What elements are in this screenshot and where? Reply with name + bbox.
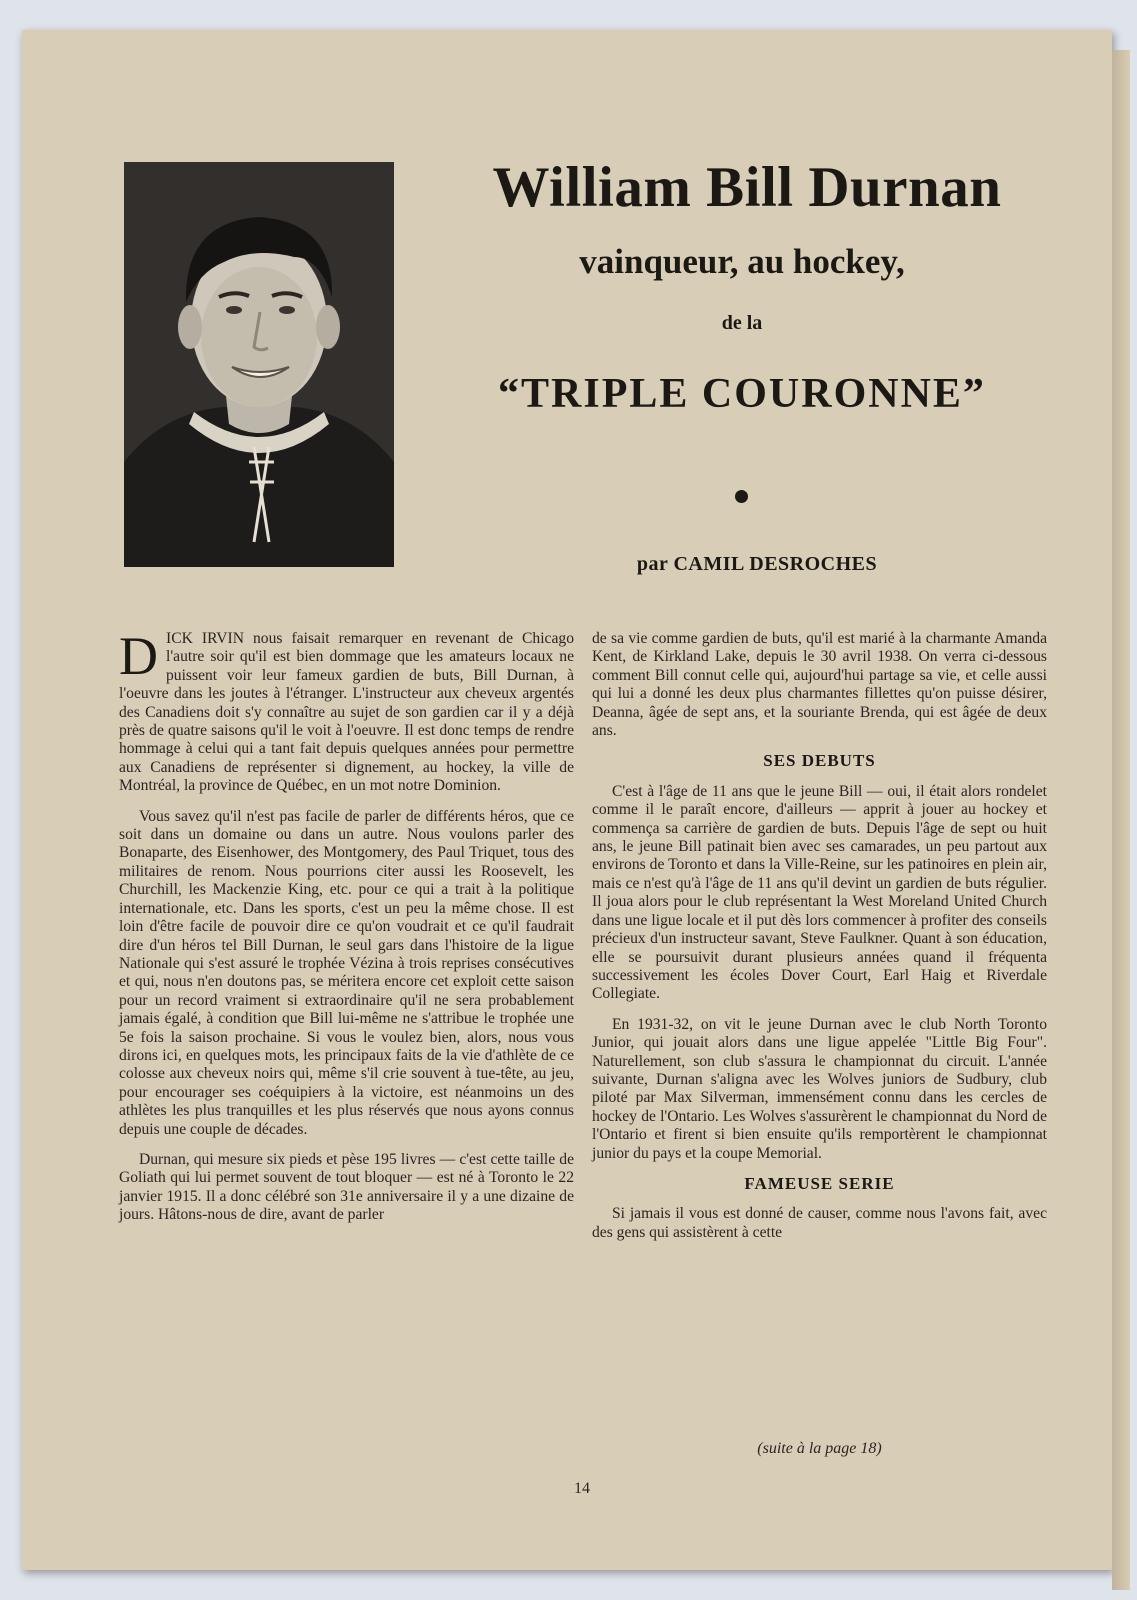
article-title: William Bill Durnan — [492, 156, 1002, 219]
paragraph: Vous savez qu'il n'est pas facile de parler de différents héros, que ce soit dans un domaine ou dans un autre. Nous voulons parler des Bonaparte, des Eisenhower, des Montgomery, des Paul Triquet, tous des militaires de renom. Nous pourrions citer aussi les Roosevelt, les Churchill, les Mackenzie King, etc. pour ce qui a trait à la politique internationale, etc. Dans les sports, c'est un peu la même chose. Il est loin d'être facile de pouvoir dire ce qu'on voudrait et ce qu'il faudrait dire d'un héros tel Bill Durnan, le seul gars dans l'histoire de la ligue Nationale qui s'est assuré le trophée Vézina à trois reprises consécutives et qui, nous n'en doutons pas, se méritera encore cet exploit cette saison pour un record vraiment si extraordinaire qu'il ne sera probablement jamais égalé, à condition que Bill lui-même ne s'attribue le trophée une 5e fois la saison prochaine. Si vous le voulez bien, alors, nous vous dirons ici, en quelques mots, les principaux faits de la vie d'athlète de ce colosse aux cheveux noirs qui, même s'il crie souvent à tue-tête, au jeu, pour encourager ses coéquipiers à la victoire, est néanmoins un des athlètes les plus tranquilles et les plus réservés que nous ayons connus depuis une couple de décades. — [119, 807, 574, 1138]
page-number: 14 — [574, 1480, 590, 1497]
page-edge — [1112, 50, 1130, 1590]
section-heading-serie: FAMEUSE SERIE — [744, 1173, 895, 1193]
triple-couronne-heading: “TRIPLE COURONNE” — [498, 371, 986, 417]
player-portrait-photo — [124, 162, 394, 567]
paragraph: C'est à l'âge de 11 ans que le jeune Bill — oui, il était alors rondelet comme il le paraît encore, d'ailleurs — apprit à jouer au hockey et commença sa carrière de gardien de buts. Depuis l'âge de sept ou huit ans, le jeune Bill patinait bien avec ses camarades, un peu partout aux environs de Toronto et dans la Ville-Reine, sur les patinoires en plein air, mais ce n'est qu'à l'âge de 11 ans qu'il devint un gardien de buts régulier. Il joua alors pour le club représentant la West Moreland United Church dans une ligue locale et il put dès lors commencer à profiter des conseils précieux d'un instructeur savant, Steve Faulkner. Quant à son éducation, elle se poursuivit durant plusieurs années quand il fréquenta successivement les écoles Dover Court, Earl Haig et Riverdale Collegiate. — [592, 782, 1047, 1003]
paragraph: de sa vie comme gardien de buts, qu'il est marié à la charmante Amanda Kent, de Kirkland Lake, depuis le 30 avril 1938. On verra ci-dessous comment Bill connut celle qui, aujourd'hui partage sa vie, et celle aussi qui lui a donné les deux plus charmantes fillettes qu'on puisse désirer, Deanna, âgée de sept ans, et la souriante Brenda, qui est âgée de deux ans. — [592, 630, 1047, 740]
paragraph-text: ICK IRVIN nous faisait remarquer en revenant de Chicago l'autre soir qu'il est bien dommage que les amateurs locaux ne puissent voir leur fameux gardien de buts, Bill Durnan, à l'oeuvre dans les joutes à l'étranger. L'instructeur aux cheveux argentés des Canadiens doit s'y connaître au sujet de son gardien car il y a déjà près de quatre saisons qu'il le voit à l'oeuvre. Il est donc temps de rendre hommage à celui qui a tant fait depuis quelques années pour permettre aux Canadiens de représenter si dignement, au hockey, la ville de Montréal, la province de Québec, en un mot notre Dominion. — [119, 630, 574, 795]
continued-note: (suite à la page 18) — [757, 1440, 882, 1457]
bullet-ornament — [735, 490, 748, 503]
section-heading-debuts: SES DEBUTS — [763, 751, 876, 771]
article-column-left — [119, 626, 574, 1237]
magazine-page — [22, 30, 1112, 1570]
drop-cap: D — [119, 626, 158, 686]
article-subtitle: vainqueur, au hockey, — [579, 242, 905, 281]
paragraph: Si jamais il vous est donné de causer, comme nous l'avons fait, avec des gens qui assistèrent à cette — [592, 1205, 1047, 1241]
paragraph: Durnan, qui mesure six pieds et pèse 195 livres — c'est cette taille de Goliath qui lui permet souvent de tout bloquer — est né à Toronto le 22 janvier 1915. Il a donc célébré son 31e anniversaire il y a une dizaine de jours. Hâtons-nous de dire, avant de parler — [119, 1150, 574, 1224]
paragraph — [119, 626, 574, 796]
article-column-right — [592, 630, 1047, 1254]
author-byline: par CAMIL DESROCHES — [636, 553, 878, 575]
subtitle-connector: de la — [721, 312, 763, 334]
paragraph: En 1931-32, on vit le jeune Durnan avec le club North Toronto Junior, qui jouait alors dans une ligue appelée "Little Big Four". Naturellement, son club s'assura le championnat du circuit. L'année suivante, Durnan s'aligna avec les Wolves juniors de Sudbury, club piloté par Max Silverman, immensément connu dans les cercles de hockey de l'Ontario. Les Wolves s'assurèrent le championnat du Nord de l'Ontario et firent si bien ensuite qu'ils remportèrent le championnat junior du pays et la coupe Memorial. — [592, 1015, 1047, 1162]
portrait-illustration — [124, 162, 394, 567]
